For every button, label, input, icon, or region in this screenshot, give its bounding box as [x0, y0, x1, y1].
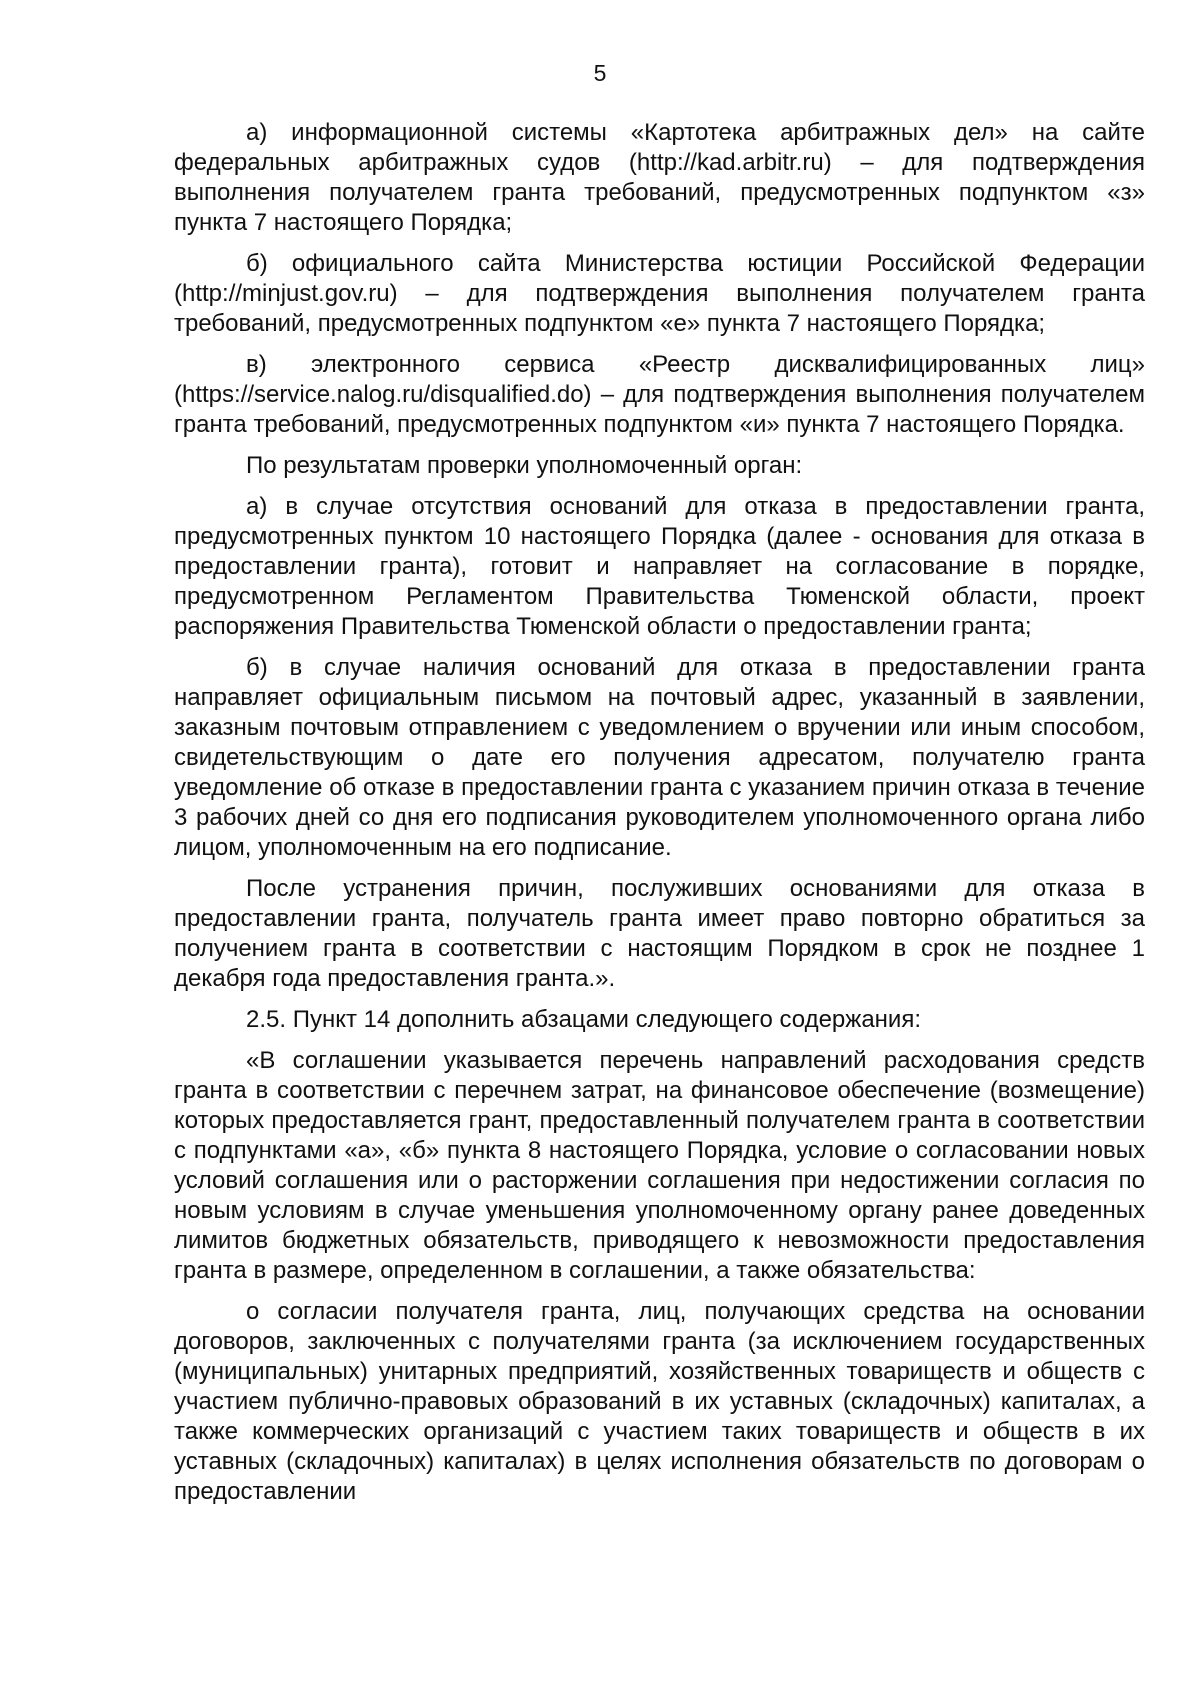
paragraph-agreement-terms: «В соглашении указывается перечень направлений расходования средств гранта в соответствии с перечнем затрат, на финансовое обеспечение (возмещение) которых предоставляется грант, предоставленный получателем гранта в соответствии с подпунктами «а», «б» пункта 8 настоящего Порядка, условие о согласовании новых условий соглашения или о расторжении соглашения при недостижении согласия по новым условиям в случае уменьшения уполномоченному органу ранее доведенных лимитов бюджетных обязательств, приводящего к невозможности предоставления гранта в размере, определенном в соглашении, а также обязательства:: [174, 1047, 1145, 1284]
paragraph-no-refusal-grounds: а) в случае отсутствия оснований для отказа в предоставлении гранта, предусмотренных пунктом 10 настоящего Порядка (далее - основания для отказа в предоставлении гранта), готовит и направляет на согласование в порядке, предусмотренном Регламентом Правительства Тюменской области, проект распоряжения Правительства Тюменской области о предоставлении гранта;: [174, 493, 1145, 640]
document-body: [174, 118, 1145, 1518]
paragraph-recipient-consent: о согласии получателя гранта, лиц, получающих средства на основании договоров, заключенных с получателями гранта (за исключением государственных (муниципальных) унитарных предприятий, хозяйственных товариществ и обществ с участием публично-правовых образований в их уставных (складочных) капиталах, а также коммерческих организаций с участием таких товариществ и обществ в их уставных (складочных) капиталах) в целях исполнения обязательств по договорам о предоставлении: [174, 1298, 1145, 1505]
paragraph-check-results: По результатам проверки уполномоченный орган:: [246, 452, 803, 479]
paragraph-item-a-kad-arbitr: а) информационной системы «Картотека арбитражных дел» на сайте федеральных арбитражных судов (http://kad.arbitr.ru) – для подтверждения выполнения получателем гранта требований, предусмотренных подпунктом «з» пункта 7 настоящего Порядка;: [174, 119, 1145, 236]
paragraph-refusal-notice: б) в случае наличия оснований для отказа в предоставлении гранта направляет официальным письмом на почтовый адрес, указанный в заявлении, заказным почтовым отправлением с уведомлением о вручении или иным способом, свидетельствующим о дате его получения адресатом, получателю гранта уведомление об отказе в предоставлении гранта с указанием причин отказа в течение 3 рабочих дней со дня его подписания руководителем уполномоченного органа либо лицом, уполномоченным на его подписание.: [174, 654, 1145, 861]
paragraph-section-2-5: 2.5. Пункт 14 дополнить абзацами следующего содержания:: [246, 1006, 921, 1033]
paragraph-item-v-disqualified-registry: в) электронного сервиса «Реестр дисквалифицированных лиц» (https://service.nalog.ru/disqualified.do) – для подтверждения выполнения получателем гранта требований, предусмотренных подпунктом «и» пункта 7 настоящего Порядка.: [174, 351, 1145, 438]
page-number: 5: [593, 60, 607, 86]
paragraph-reapplication: После устранения причин, послуживших основаниями для отказа в предоставлении гранта, получатель гранта имеет право повторно обратиться за получением гранта в соответствии с настоящим Порядком в срок не позднее 1 декабря года предоставления гранта.».: [174, 875, 1145, 992]
paragraph-item-b-minjust: б) официального сайта Министерства юстиции Российской Федерации (http://minjust.gov.ru) – для подтверждения выполнения получателем гранта требований, предусмотренных подпунктом «е» пункта 7 настоящего Порядка;: [174, 250, 1145, 337]
